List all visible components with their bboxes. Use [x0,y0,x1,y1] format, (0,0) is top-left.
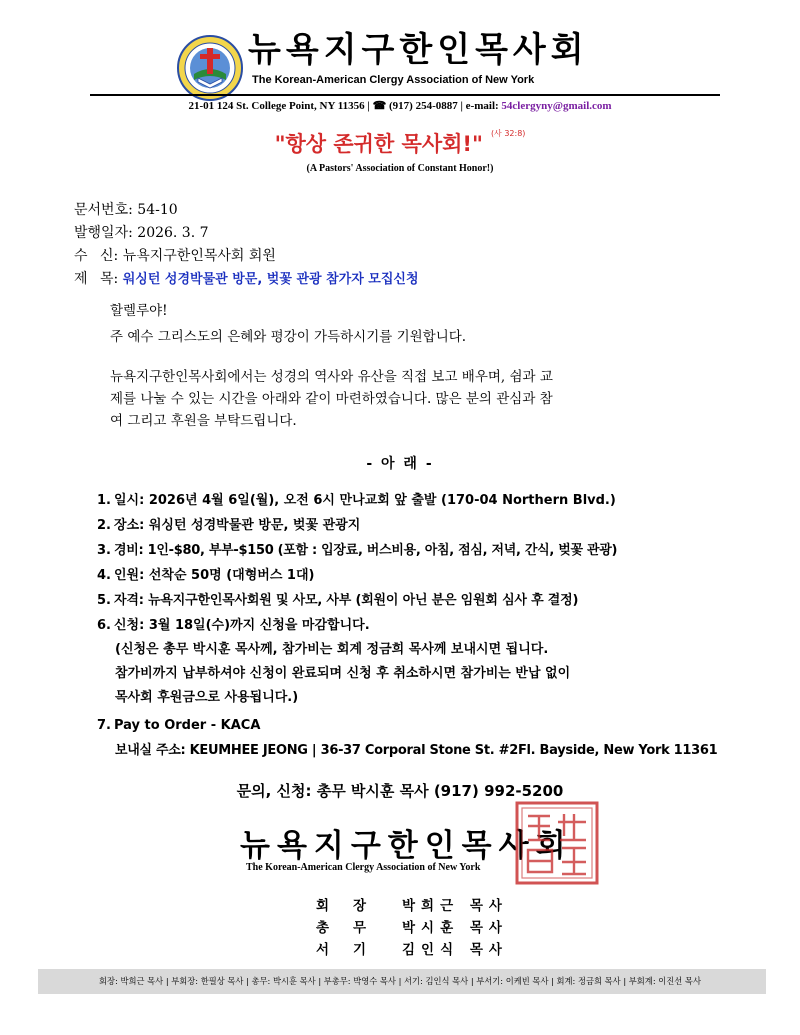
item6-note-3: 목사회 후원금으로 사용됩니다.) [115,690,299,705]
blessing: 주 예수 그리스도의 은혜와 평강이 가득하시기를 기원합니다. [110,329,467,345]
doc-number: 54-10 [137,202,178,218]
doc-number-label: 문서번호: [74,202,133,218]
email-link[interactable]: 54clergyny@gmail.com [501,100,612,112]
paragraph-line-1: 뉴욕지구한인목사회에서는 성경의 역사와 유산을 직접 보고 배우며, 쉼과 교 [110,369,553,385]
list-item: 3. 경비: 1인-$80, 부부-$150 (포함 : 입장료, 버스비용, 아침, 점심, 저녁, 간식, 벚꽃 관광) [97,543,618,558]
paragraph-line-3: 여 그리고 후원을 부탁드립니다. [110,413,297,429]
notice-heading: - 아 래 - [366,456,434,472]
recipient-label-1: 수 [74,248,88,264]
officer-clerk: 서기 김인식 목사 [316,942,508,958]
item6-note-2: 참가비까지 납부하셔야 신청이 완료되며 신청 후 취소하시면 참가비는 반납 없이 [115,666,571,681]
item6-note-1: (신청은 총무 박시훈 목사께, 참가비는 회계 정금희 목사께 보내시면 됩니다. [115,642,549,657]
contact-line: 문의, 신청: 총무 박시훈 목사 (917) 992-5200 [236,782,564,800]
subject-value: 워싱턴 성경박물관 방문, 벚꽃 관광 참가자 모집신청 [122,272,419,287]
doc-number-line [74,200,178,220]
issue-date: 2026. 3. 7 [137,225,209,241]
header-divider [90,94,720,96]
mailing-address: 보내실 주소: KEUMHEE JEONG | 36-37 Corporal Stone St. #2Fl. Bayside, New York 11361 [115,743,718,758]
signature-org-name-korean: 뉴욕지구한인목사회 [240,828,573,864]
subject-label-1: 제 [74,271,88,287]
list-item: 5. 자격: 뉴욕지구한인목사회원 및 사모, 사부 (회원이 아닌 분은 임원회 심사 후 결정) [97,593,579,608]
recipient-line [74,246,276,266]
officer-general-secretary: 총무 박시훈 목사 [316,920,508,936]
org-name-english: The Korean-American Clergy Association of New York [252,74,535,86]
address-line [0,99,800,112]
list-item: 1. 일시: 2026년 4월 6일(월), 오전 6시 만나교회 앞 출발 (170-04 Northern Blvd.) [97,493,616,508]
recipient-label-2: 신: [100,248,119,264]
signature-org-name-english: The Korean-American Clergy Association of New York [246,862,481,873]
slogan-english: (A Pastors' Association of Constant Honor!) [306,163,494,174]
officer-president: 회장 박희근 목사 [316,898,508,914]
slogan [0,128,800,158]
recipient: 뉴욕지구한인목사회 회원 [122,248,276,264]
paragraph-line-2: 제를 나눌 수 있는 시간을 아래와 같이 마련하였습니다. 많은 분의 관심과 참 [110,391,553,407]
issue-date-line [74,223,209,243]
list-item: 7. Pay to Order - KACA [97,718,261,733]
list-item: 2. 장소: 워싱턴 성경박물관 방문, 벚꽃 관광지 [97,518,361,533]
address-text: 21-01 124 St. College Point, NY 11356 | ☎ (917) 254-0887 | e-mail: [188,100,502,112]
bottom-officer-list: 회장: 박희근 목사 | 부회장: 한필상 목사 | 총무: 박시훈 목사 | 부총무: 박영수 목사 | 서기: 김인식 목사 | 부서기: 이케빈 목사 | 회계: 정금희 목사 | 부회계: 이진선 목사 [99,976,701,986]
list-item: 6. 신청: 3월 18일(수)까지 신청을 마감합니다. [97,618,370,633]
association-emblem-icon [176,34,244,102]
subject-line [74,269,419,290]
slogan-reference: (사 32:8) [490,129,526,138]
greeting: 할렐루야! [110,303,168,319]
subject-label-2: 목: [100,271,119,287]
slogan-main: "항상 존귀한 목사회!" [274,132,483,156]
org-name-korean: 뉴욕지구한인목사회 [248,30,589,70]
official-seal-icon [514,800,600,886]
issue-date-label: 발행일자: [74,225,133,241]
list-item: 4. 인원: 선착순 50명 (대형버스 1대) [97,568,315,583]
